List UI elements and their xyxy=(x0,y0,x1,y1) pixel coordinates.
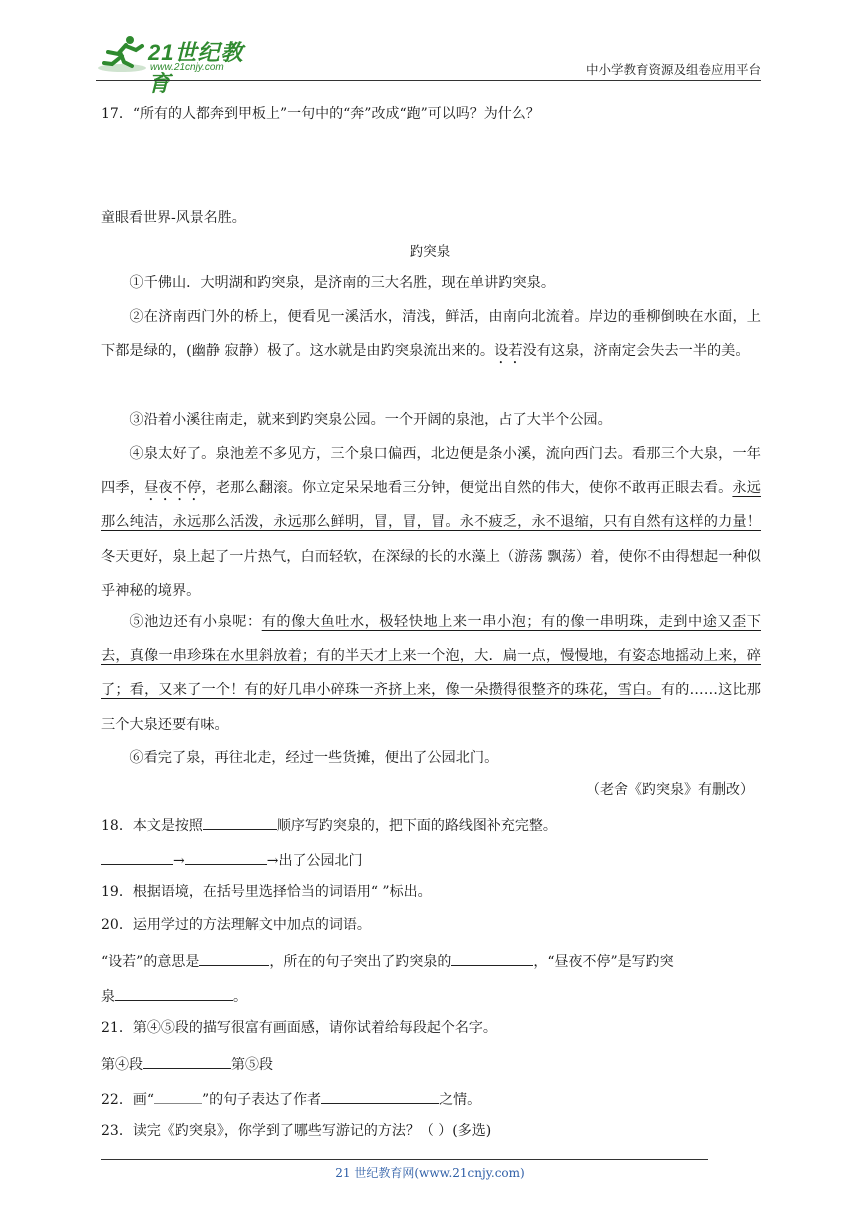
q20-blank-3[interactable] xyxy=(115,985,233,1001)
site-logo xyxy=(96,34,266,96)
paragraph-2: ②在济南西门外的桥上，便看见一溪活水，清浅，鲜活，由南向北流着。岸边的垂柳倒映在水面，上下都是绿的，(幽静 寂静）极了。这水就是由趵突泉流出来的。设若没有这泉，济南定会失去一半的美。 xyxy=(101,309,761,360)
page-header xyxy=(96,34,761,96)
article-title: 趵突泉 xyxy=(409,244,451,260)
paragraph-1: ①千佛山．大明湖和趵突泉，是济南的三大名胜，现在单讲趵突泉。 xyxy=(129,275,556,291)
logo-sub-text: www.21cnjy.com xyxy=(150,62,224,73)
q20-blank-1[interactable] xyxy=(199,950,269,966)
header-divider xyxy=(96,80,761,81)
paragraph-4: ④泉太好了。泉池差不多见方，三个泉口偏西，北边便是条小溪，流向西门去。看那三个大泉，一年四季，昼夜不停，老那么翻滚。你立定呆呆地看三分钟，便觉出自然的伟大，使你不敢再正眼去看。永远那么纯洁，永远那么活泼，永远那么鲜明，冒，冒，冒。永不疲乏，永不退缩，只有自然有这样的力量！冬天更好，泉上起了一片热气，白而轻软，在深绿的长的水藻上（游荡 飘荡）着，使你不由得想起一种似乎神秘的境界。 xyxy=(101,446,761,599)
footer-divider xyxy=(101,1159,708,1160)
question-17: 17．“所有的人都奔到甲板上”一句中的“奔”改成“跑”可以吗？为什么？ xyxy=(101,106,540,122)
q20-blank-2[interactable] xyxy=(451,950,533,966)
paragraph-6: ⑥看完了泉，再往北走，经过一些货摊，便出了公园北门。 xyxy=(129,750,499,766)
platform-name: 中小学教育资源及组卷应用平台 xyxy=(585,62,761,77)
paragraph-3: ③沿着小溪往南走，就来到趵突泉公园。一个开阔的泉池，占了大半个公园。 xyxy=(129,412,612,428)
dotted-word-zhouye: 昼夜不停 xyxy=(144,480,202,497)
question-22: 22．画“ ”的句子表达了作者 之情。 xyxy=(101,1088,481,1110)
question-21-line: 第④段 第⑤段 xyxy=(101,1053,273,1075)
page-footer: 21 世纪教育网(www.21cnjy.com) xyxy=(335,1166,525,1180)
q22-underline-sample xyxy=(154,1088,202,1104)
route-blank-1[interactable] xyxy=(101,849,173,865)
article-source: （老舍《趵突泉》有删改） xyxy=(586,782,754,798)
question-21: 21．第④⑤段的描写很富有画面感，请你试着给每段起个名字。 xyxy=(101,1020,497,1036)
underlined-sentence-p4: 永远那么纯洁，永远那么活泼，永远那么鲜明，冒，冒，冒。永不疲乏，永不退缩，只有自然有这样的力量！ xyxy=(101,480,761,531)
dotted-word-sheruo: 设若 xyxy=(494,343,523,360)
q21-blank-1[interactable] xyxy=(143,1053,231,1069)
question-20: 20．运用学过的方法理解文中加点的词语。 xyxy=(101,917,371,933)
q22-blank[interactable] xyxy=(321,1088,439,1104)
paragraph-5: ⑤池边还有小泉呢：有的像大鱼吐水，极轻快地上来一串小泡；有的像一串明珠，走到中途又歪下去，真像一串珍珠在水里斜放着；有的半天才上来一个泡，大．扁一点，慢慢地，有姿态地摇动上来，碎了；看，又来了一个！有的好几串小碎珠一齐挤上来，像一朵攒得很整齐的珠花，雪白。有的……这比那三个大泉还要有味。 xyxy=(101,614,761,733)
section-title: 童眼看世界-风景名胜。 xyxy=(101,210,246,226)
logo-main-text: 21世纪教育 xyxy=(148,40,244,96)
question-20-line-2: 泉 。 xyxy=(101,985,247,1007)
q18-blank[interactable] xyxy=(203,814,277,830)
underlined-sentence-p5: 有的像大鱼吐水，极轻快地上来一串小泡；有的像一串明珠，走到中途又歪下去，真像一串珍珠在水里斜放着；有的半天才上来一个泡，大．扁一点，慢慢地，有姿态地摇动上来，碎了；看，又来了一个！有的好几串小碎珠一齐挤上来，像一朵攒得很整齐的珠花，雪白。 xyxy=(101,614,761,699)
question-20-line-1: “设若”的意思是 ，所在的句子突出了趵突泉的 ，“昼夜不停”是写趵突 xyxy=(101,950,674,972)
route-blank-2[interactable] xyxy=(185,849,267,865)
route-diagram: → →出了公园北门 xyxy=(101,849,362,871)
question-18: 18．本文是按照 顺序写趵突泉的，把下面的路线图补充完整。 xyxy=(101,814,557,836)
question-23: 23．读完《趵突泉》，你学到了哪些写游记的方法？（ ）(多选) xyxy=(101,1123,492,1139)
runner-logo-icon xyxy=(96,34,148,74)
question-19: 19．根据语境，在括号里选择恰当的词语用“ ”标出。 xyxy=(101,884,432,900)
